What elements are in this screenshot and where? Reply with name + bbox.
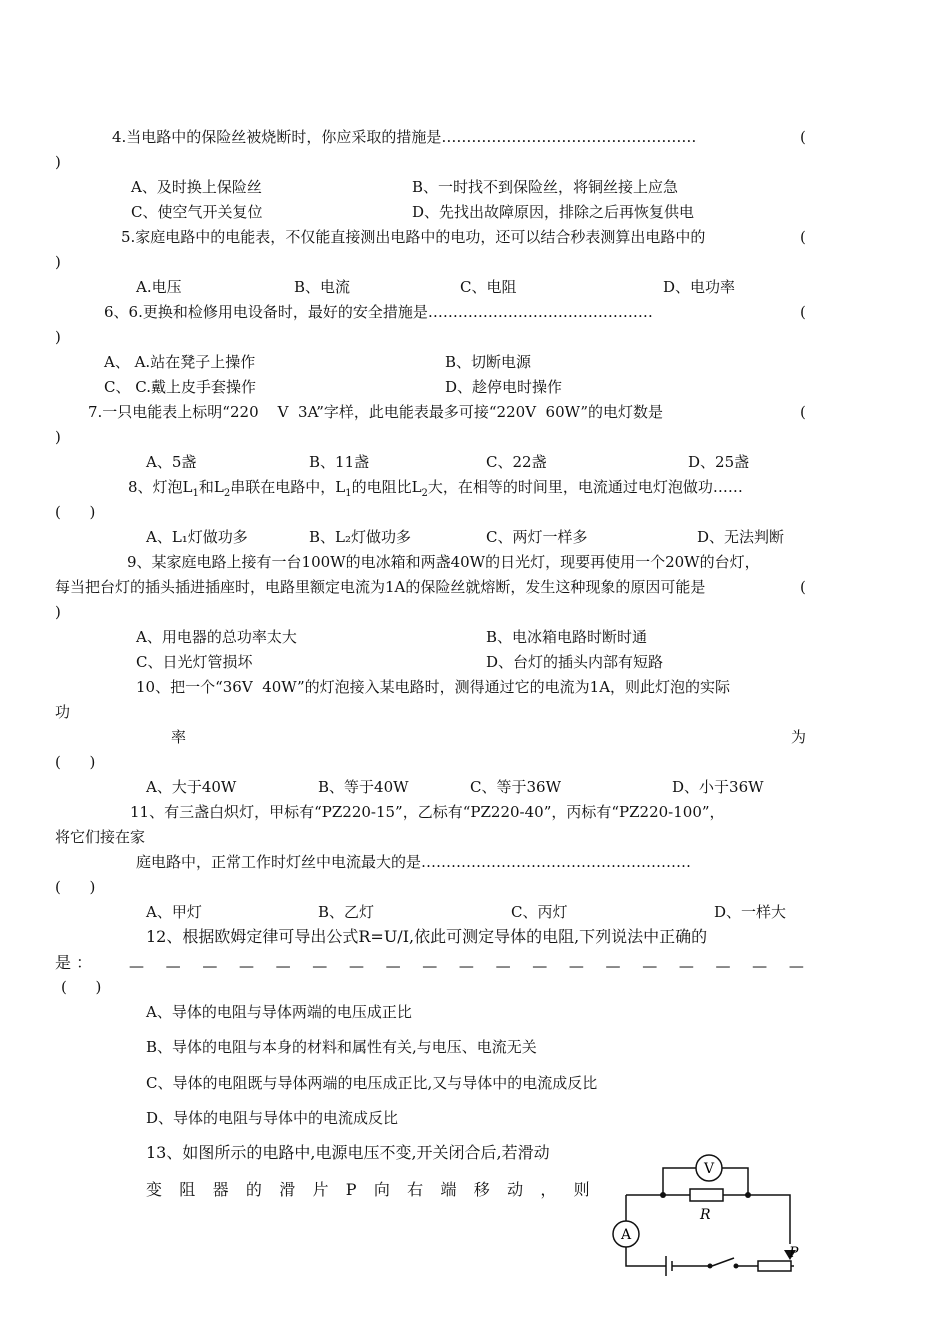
q8-option-b: B、L₂灯做功多 <box>309 528 411 546</box>
q8-option-d: D、无法判断 <box>697 528 785 546</box>
q4-option-d: D、先找出故障原因，排除之后再恢复供电 <box>412 203 695 221</box>
q4-option-c: C、使空气开关复位 <box>131 203 263 221</box>
ammeter-label: A <box>620 1227 632 1243</box>
q10-option-b: B、等于40W <box>318 778 409 796</box>
q7-option-a: A、5盏 <box>146 453 197 471</box>
q10-stem-line3-right: 为 <box>791 728 807 746</box>
q6-option-d: D、趁停电时操作 <box>445 378 563 396</box>
voltmeter-label: V <box>703 1161 715 1177</box>
q9-option-d: D、台灯的插头内部有短路 <box>486 653 664 671</box>
q8-option-a: A、L₁灯做功多 <box>146 528 248 546</box>
q6-option-a: A、 A.站在凳子上操作 <box>104 353 256 371</box>
q4-paren-close: ) <box>55 153 61 171</box>
q6-option-b: B、切断电源 <box>445 353 532 371</box>
q12-answer-dashes: — — — — — — — — — — — — — — — — — — — <box>129 957 804 975</box>
q8-stem: 8、灯泡$L_1$和$L_2$串联在电路中，$L_1$的电阻比$L_2$大，在相等的时间里，电流通过电灯泡做功…… <box>128 478 743 499</box>
q6-option-c: C、 C.戴上皮手套操作 <box>104 378 256 396</box>
q12-paren: ( ) <box>61 978 102 996</box>
q9-stem-line1: 9、某家庭电路上接有一台100W的电冰箱和两盏40W的日光灯，现要再使用一个20W的台灯， <box>127 553 760 571</box>
q10-stem-line1: 10、把一个“36V 40W”的灯泡接入某电路时，测得通过它的电流为1A，则此灯泡的实际 <box>136 678 731 696</box>
q10-stem-line3-left: 率 <box>171 728 187 746</box>
q4-stem: 4.当电路中的保险丝被烧断时，你应采取的措施是…………………………………………… <box>112 128 697 146</box>
q5-stem: 5.家庭电路中的电能表，不仅能直接测出电路中的电功，还可以结合秒表测算出电路中的 <box>121 228 706 246</box>
resistor-label: R <box>700 1207 711 1223</box>
q6-stem: 6、6.更换和检修用电设备时，最好的安全措施是……………………………………… <box>104 303 653 321</box>
q7-option-c: C、22盏 <box>486 453 547 471</box>
q5-paren-open: ( <box>800 228 806 246</box>
q11-option-b: B、乙灯 <box>318 903 375 921</box>
q11-stem-line1: 11、有三盏白炽灯，甲标有“PZ220-15”，乙标有“PZ220-40”，丙标有“PZ220-100”， <box>130 803 725 821</box>
q10-stem-line2: 功 <box>55 703 71 721</box>
q8-paren: ( ) <box>55 503 96 521</box>
circuit-diagram <box>608 1150 808 1280</box>
q5-paren-close: ) <box>55 253 61 271</box>
q9-option-b: B、电冰箱电路时断时通 <box>486 628 648 646</box>
q5-option-d: D、电功率 <box>663 278 736 296</box>
q4-option-a: A、及时换上保险丝 <box>131 178 262 196</box>
q9-paren-open: ( <box>800 578 806 596</box>
q7-option-b: B、11盏 <box>309 453 370 471</box>
q12-stem-line2: 是 ： <box>55 953 93 972</box>
q9-paren-close: ) <box>55 603 61 621</box>
q5-option-b: B、电流 <box>294 278 351 296</box>
q12-option-d: D、导体的电阻与导体中的电流成反比 <box>146 1109 399 1127</box>
q11-option-d: D、一样大 <box>714 903 787 921</box>
q12-stem-line1: 12、根据欧姆定律可导出公式R=U/I,依此可测定导体的电阻,下列说法中正确的 <box>146 927 708 946</box>
q11-option-a: A、甲灯 <box>146 903 202 921</box>
q7-paren-open: ( <box>800 403 806 421</box>
q9-stem-line2: 每当把台灯的插头插进插座时，电路里额定电流为1A的保险丝就熔断，发生这种现象的原因可能是 <box>55 578 706 596</box>
q10-paren: ( ) <box>55 753 96 771</box>
q9-option-c: C、日光灯管损坏 <box>136 653 253 671</box>
q6-paren-close: ) <box>55 328 61 346</box>
q9-option-a: A、用电器的总功率太大 <box>136 628 297 646</box>
q12-option-a: A、导体的电阻与导体两端的电压成正比 <box>146 1003 412 1021</box>
q12-option-b: B、导体的电阻与本身的材料和属性有关,与电压、电流无关 <box>146 1038 537 1056</box>
q4-option-b: B、一时找不到保险丝，将铜丝接上应急 <box>412 178 679 196</box>
q11-option-c: C、丙灯 <box>511 903 568 921</box>
q10-option-d: D、小于36W <box>672 778 764 796</box>
q7-paren-close: ) <box>55 428 61 446</box>
q11-paren: ( ) <box>55 878 96 896</box>
q7-option-d: D、25盏 <box>688 453 750 471</box>
q13-stem-line1: 13、如图所示的电路中,电源电压不变,开关闭合后,若滑动 <box>146 1143 550 1162</box>
q11-stem-line3: 庭电路中，正常工作时灯丝中电流最大的是……………………………………………… <box>136 853 692 871</box>
q13-stem-line2: 变阻器的滑片P向右端移动，则 <box>146 1180 607 1199</box>
q6-paren-open: ( <box>800 303 806 321</box>
q10-option-c: C、等于36W <box>470 778 561 796</box>
q7-stem: 7.一只电能表上标明“220 V 3A”字样，此电能表最多可接“220V 60W”的电灯数是 <box>88 403 664 421</box>
q5-option-c: C、电阻 <box>460 278 517 296</box>
q5-option-a: A.电压 <box>136 278 182 296</box>
q8-option-c: C、两灯一样多 <box>486 528 588 546</box>
q11-stem-line2: 将它们接在家 <box>55 828 146 846</box>
q10-option-a: A、大于40W <box>146 778 237 796</box>
slider-label: P <box>789 1245 799 1261</box>
q12-option-c: C、导体的电阻既与导体两端的电压成正比,又与导体中的电流成反比 <box>146 1074 598 1092</box>
q4-paren-open: ( <box>800 128 806 146</box>
